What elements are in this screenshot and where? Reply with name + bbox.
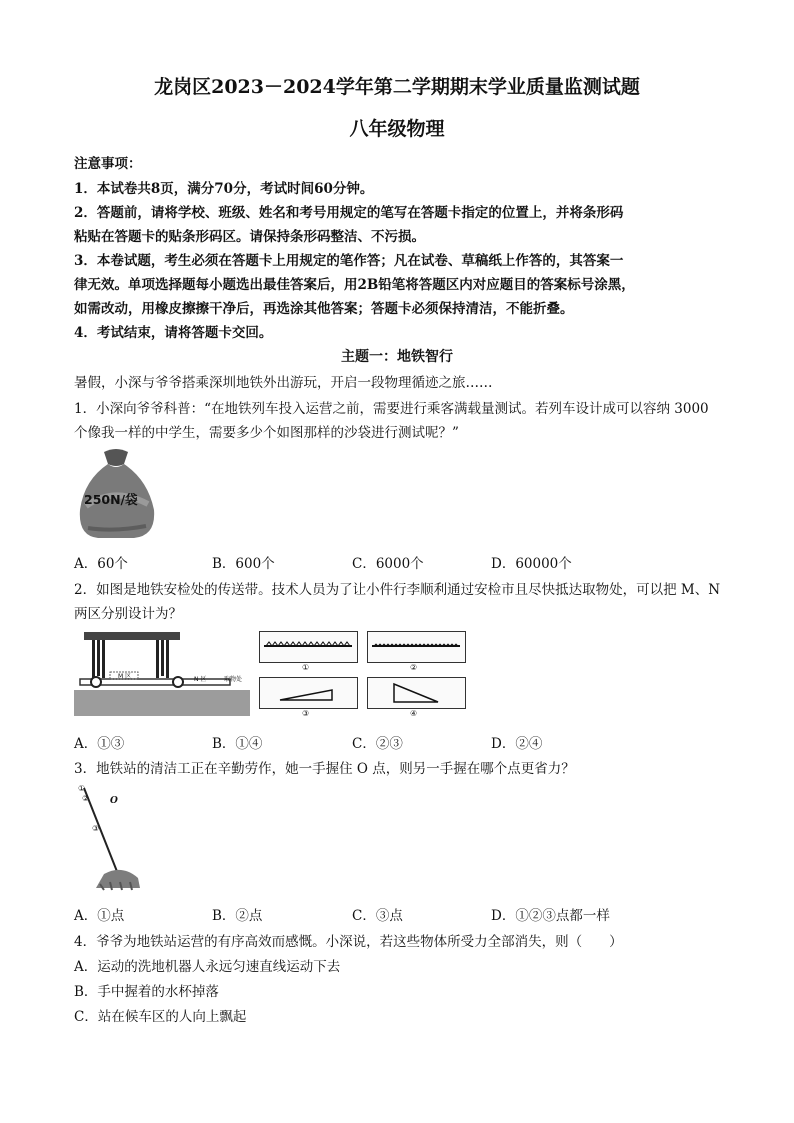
notice-line: 1．本试卷共8页，满分70分，考试时间60分钟。	[74, 181, 374, 197]
mop-figure	[74, 782, 164, 894]
q3-option-c[interactable]: C．③点	[352, 908, 403, 924]
m-zone-label: M 区	[118, 673, 132, 680]
exam-title: 龙岗区2023－2024学年第二学期期末学业质量监测试题	[154, 76, 640, 98]
q1-option-b[interactable]: B．600个	[212, 556, 275, 572]
q2-option-d[interactable]: D．②④	[491, 736, 543, 752]
smooth-belt-icon	[368, 632, 465, 662]
exam-subtitle: 八年级物理	[349, 118, 445, 140]
q2-option-c[interactable]: C．②③	[352, 736, 403, 752]
q2-text-2: 两区分别设计为？	[74, 606, 182, 622]
notice-heading: 注意事项：	[74, 156, 142, 172]
q1-option-a[interactable]: A．60个	[74, 556, 128, 572]
q3-option-b[interactable]: B．②点	[212, 908, 263, 924]
belt-option-1-label: ①	[302, 663, 310, 672]
belt-option-4	[367, 677, 466, 718]
notice-line: 律无效。单项选择题每小题选出最佳答案后，用2B铅笔将答题区内对应题目的答案标号涂黑，	[74, 277, 635, 293]
q4-option-b[interactable]: B．手中握着的水杯掉落	[74, 984, 219, 1000]
notice-line: 4．考试结束，请将答题卡交回。	[74, 325, 273, 341]
q1-text-2: 个像我一样的中学生，需要多少个如图那样的沙袋进行测试呢？”	[74, 425, 459, 441]
n-zone-label: N 区	[194, 676, 207, 683]
point-2-label: ②	[82, 794, 90, 803]
q4-option-c[interactable]: C．站在候车区的人向上飘起	[74, 1009, 247, 1025]
belt-option-1	[259, 631, 358, 672]
q3-option-a[interactable]: A．①点	[74, 908, 125, 924]
q2-text-1: 2．如图是地铁安检处的传送带。技术人员为了让小件行李顺利通过安检市且尽快抵达取物处，可以把 M、N	[74, 582, 721, 598]
point-3-label: ③	[92, 824, 100, 833]
belt-option-4-label: ④	[410, 709, 418, 718]
point-1-label: ①	[78, 784, 86, 793]
q2-option-b[interactable]: B．①④	[212, 736, 263, 752]
gentle-slope-icon	[260, 678, 357, 708]
q4-text: 4．爷爷为地铁站运营的有序高效而感慨。小深说，若这些物体所受力全部消失，则（ ）	[74, 934, 623, 950]
q1-option-c[interactable]: C．6000个	[352, 556, 424, 572]
notice-line: 如需改动，用橡皮擦擦干净后，再选涂其他答案；答题卡必须保持清洁，不能折叠。	[74, 301, 574, 317]
q3-option-d[interactable]: D．①②③点都一样	[491, 908, 610, 924]
sandbag-figure	[74, 446, 160, 542]
belt-option-2-label: ②	[410, 663, 418, 672]
section-title: 主题一：地铁智行	[341, 349, 453, 365]
q4-option-a[interactable]: A．运动的洗地机器人永远匀速直线运动下去	[74, 959, 341, 975]
belt-option-3-label: ③	[302, 709, 310, 718]
q1-option-d[interactable]: D．60000个	[491, 556, 572, 572]
belt-option-2	[367, 631, 466, 672]
sandbag-label: 250N/袋	[84, 492, 138, 507]
o-point-label: O	[110, 796, 118, 806]
notice-line: 3．本卷试题，考生必须在答题卡上用规定的笔作答；凡在试卷、草稿纸上作答的，其答案一	[74, 253, 624, 269]
serrated-belt-icon	[260, 632, 357, 662]
conveyor-figure	[74, 630, 250, 718]
section-intro: 暑假，小深与爷爷搭乘深圳地铁外出游玩，开启一段物理循迹之旅……	[74, 375, 493, 391]
belt-option-3	[259, 677, 358, 718]
q3-text: 3．地铁站的清洁工正在辛勤劳作，她一手握住 O 点，则另一手握在哪个点更省力？	[74, 761, 575, 777]
notice-line: 2．答题前，请将学校、班级、姓名和考号用规定的笔写在答题卡指定的位置上，并将条形码	[74, 205, 624, 221]
q1-text-1: 1．小深向爷爷科普：“在地铁列车投入运营之前，需要进行乘客满载量测试。若列车设计成可以容纳 3000	[74, 401, 709, 417]
steep-slope-icon	[368, 678, 465, 708]
pickup-label: 取物处	[224, 676, 243, 683]
notice-line: 粘贴在答题卡的贴条形码区。请保持条形码整洁、不污损。	[74, 229, 425, 245]
q2-option-a[interactable]: A．①③	[74, 736, 125, 752]
